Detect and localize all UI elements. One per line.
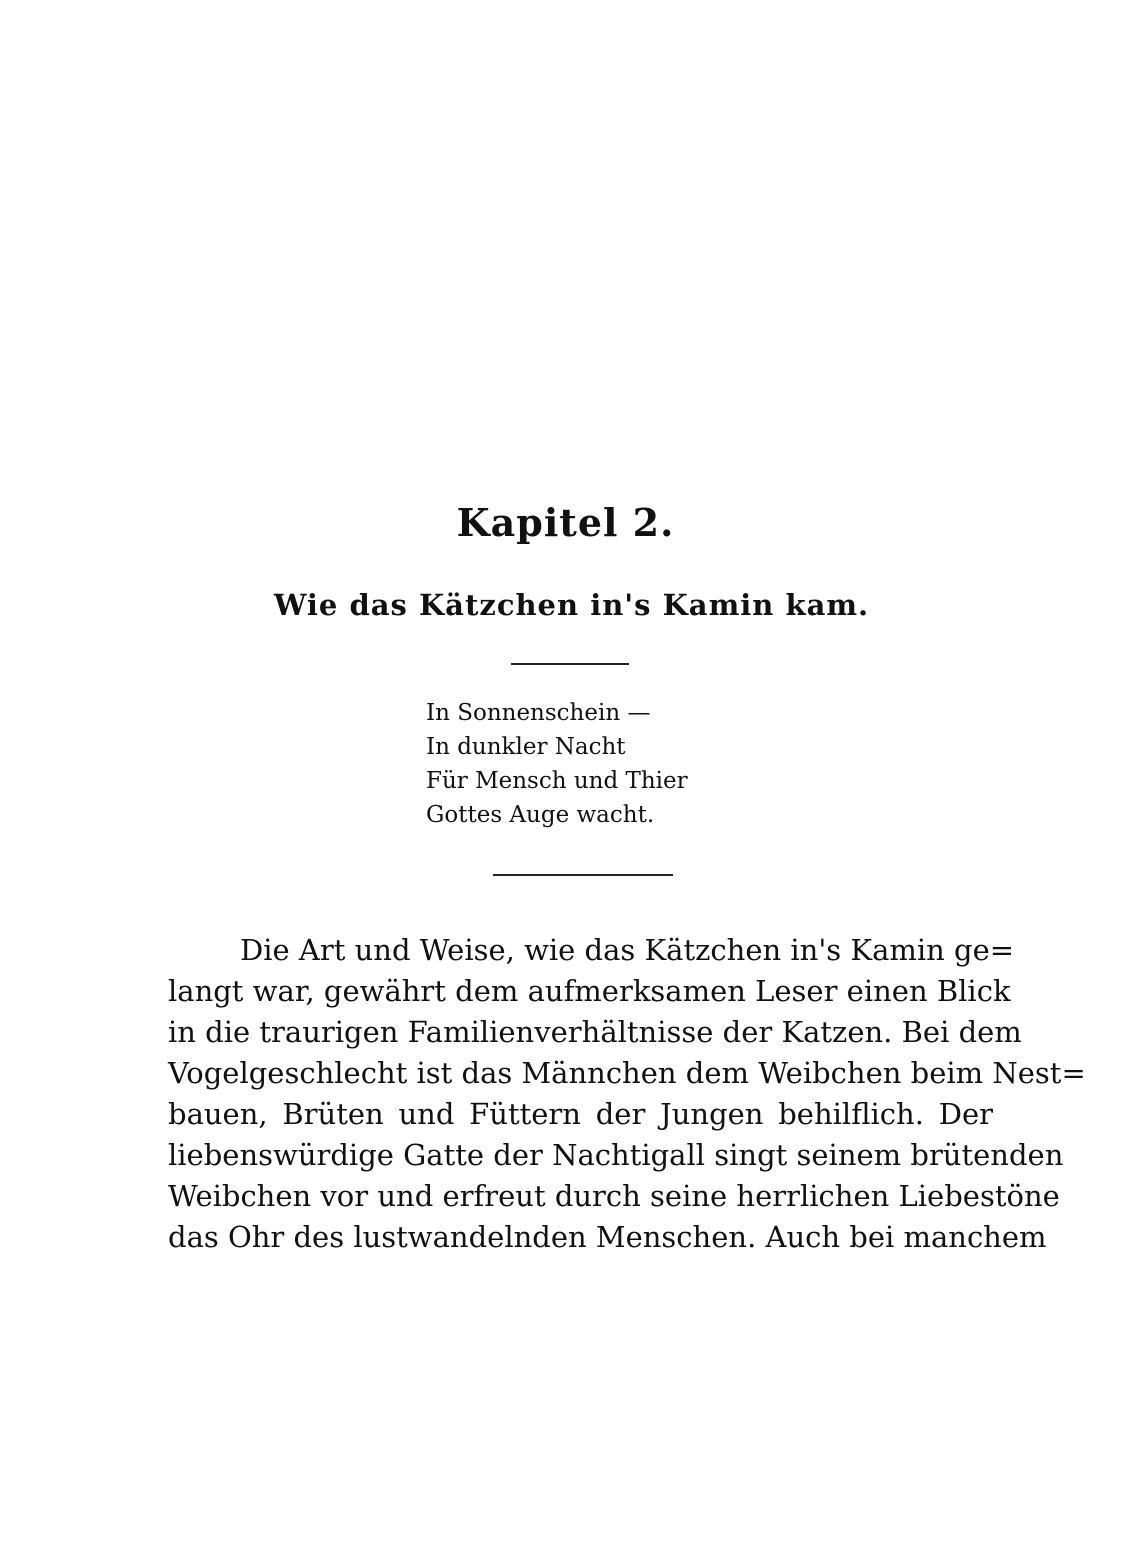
body-line: bauen, Brüten und Füttern der Jungen behilflich. Der — [168, 1097, 993, 1131]
verse-line: In Sonnenschein — — [426, 700, 651, 726]
body-line: liebenswürdige Gatte der Nachtigall singt seinem brütenden — [168, 1138, 1064, 1172]
body-line: Die Art und Weise, wie das Kätzchen in's Kamin ge= — [240, 933, 1015, 967]
verse-line: In dunkler Nacht — [426, 734, 626, 760]
body-line: Weibchen vor und erfreut durch seine herrlichen Liebestöne — [168, 1179, 1060, 1213]
body-line: Vogelgeschlecht ist das Männchen dem Weibchen beim Nest= — [168, 1056, 1086, 1090]
epigraph-verse — [426, 696, 746, 832]
body-line: in die traurigen Familienverhältnisse der Katzen. Bei dem — [168, 1015, 1022, 1049]
body-paragraph — [168, 930, 1086, 1258]
body-line: das Ohr des lustwandelnden Menschen. Auch bei manchem — [168, 1220, 1047, 1254]
verse-line: Für Mensch und Thier — [426, 768, 688, 794]
verse-line: Gottes Auge wacht. — [426, 802, 655, 828]
chapter-subtitle: Wie das Kätzchen in's Kamin kam. — [273, 588, 870, 622]
chapter-title: Kapitel 2. — [456, 500, 675, 545]
divider-rule-top — [511, 663, 629, 665]
body-line: langt war, gewährt dem aufmerksamen Leser einen Blick — [168, 974, 1011, 1008]
divider-rule-bottom — [493, 874, 673, 876]
